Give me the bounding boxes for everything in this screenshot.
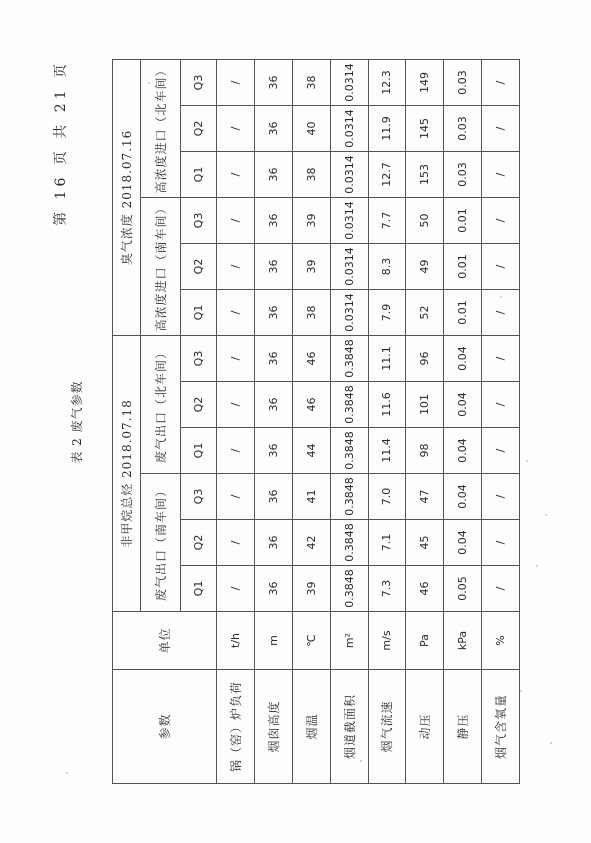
table-cell: 0.04	[444, 474, 482, 520]
table-cell: /	[217, 566, 255, 612]
table-cell: 0.0314	[330, 106, 368, 152]
table-cell: 0.03	[444, 59, 482, 105]
table-cell: 36	[254, 336, 292, 382]
table-cell: 0.04	[444, 520, 482, 566]
table-cell: 11.6	[368, 382, 406, 428]
table-cell: /	[217, 520, 255, 566]
table-cell: 52	[406, 290, 444, 336]
table-body	[217, 59, 520, 783]
row-param: 烟道截面积	[330, 670, 368, 784]
q-header: Q3	[181, 336, 217, 382]
header-unit: 单位	[113, 612, 217, 670]
table-row	[292, 59, 330, 783]
table-cell: 36	[254, 152, 292, 198]
table-cell: 42	[292, 520, 330, 566]
q-header: Q3	[181, 59, 217, 105]
table-cell: 45	[406, 520, 444, 566]
table-row	[406, 59, 444, 783]
table-cell: 49	[406, 244, 444, 290]
q-header: Q2	[181, 244, 217, 290]
table-cell: 36	[254, 59, 292, 105]
q-header: Q1	[181, 152, 217, 198]
row-unit: m²	[330, 612, 368, 670]
row-unit: kPa	[444, 612, 482, 670]
q-header: Q1	[181, 290, 217, 336]
table-cell: 36	[254, 198, 292, 244]
table-cell: /	[482, 520, 520, 566]
table-cell: /	[482, 59, 520, 105]
table-cell: 46	[292, 382, 330, 428]
table-cell: 7.1	[368, 520, 406, 566]
q-header: Q3	[181, 198, 217, 244]
table-cell: 11.1	[368, 336, 406, 382]
table-row	[254, 59, 292, 783]
group-header: 高浓度进口（南车间）	[141, 198, 181, 336]
row-param: 烟温	[292, 670, 330, 784]
row-param: 烟气含氧量	[482, 670, 520, 784]
table-cell: 46	[292, 336, 330, 382]
table-cell: /	[217, 474, 255, 520]
table-cell: 101	[406, 382, 444, 428]
table-cell: 0.3848	[330, 382, 368, 428]
table-cell: 0.0314	[330, 198, 368, 244]
table-cell: /	[217, 244, 255, 290]
table-cell: 0.0314	[330, 290, 368, 336]
group-header: 废气出口（北车间）	[141, 336, 181, 474]
table-cell: 36	[254, 106, 292, 152]
table-cell: /	[217, 152, 255, 198]
table-cell: 7.0	[368, 474, 406, 520]
table-cell: 7.9	[368, 290, 406, 336]
table-cell: 36	[254, 428, 292, 474]
table-row	[368, 59, 406, 783]
table-cell: /	[482, 336, 520, 382]
table-cell: 0.04	[444, 428, 482, 474]
table-cell: 40	[292, 106, 330, 152]
table-cell: 44	[292, 428, 330, 474]
table-cell: 47	[406, 474, 444, 520]
table-cell: 36	[254, 520, 292, 566]
group-header: 废气出口（南车间）	[141, 474, 181, 612]
table-cell: /	[217, 336, 255, 382]
table-cell: /	[482, 566, 520, 612]
table-cell: 38	[292, 290, 330, 336]
table-cell: /	[217, 106, 255, 152]
table-cell: 0.04	[444, 382, 482, 428]
table-cell: 39	[292, 566, 330, 612]
table-cell: 38	[292, 152, 330, 198]
rotated-page	[53, 60, 520, 784]
table-cell: /	[217, 382, 255, 428]
row-param: 静压	[444, 670, 482, 784]
table-cell: /	[482, 106, 520, 152]
row-param: 烟囱高度	[254, 670, 292, 784]
header-param: 参数	[113, 670, 217, 784]
table-cell: 0.3848	[330, 474, 368, 520]
table-cell: /	[217, 290, 255, 336]
table-caption: 表 2 废气参数	[70, 380, 84, 464]
table-cell: 0.05	[444, 566, 482, 612]
table-cell: 50	[406, 198, 444, 244]
table-cell: 7.3	[368, 566, 406, 612]
row-param: 动压	[406, 670, 444, 784]
table-cell: 0.01	[444, 198, 482, 244]
q-header: Q1	[181, 428, 217, 474]
row-param: 烟气流速	[368, 670, 406, 784]
table-cell: 39	[292, 198, 330, 244]
table-row	[444, 59, 482, 783]
table-row	[217, 59, 255, 783]
table-cell: 8.3	[368, 244, 406, 290]
table-cell: /	[217, 428, 255, 474]
table-cell: 0.01	[444, 290, 482, 336]
table-cell: /	[482, 428, 520, 474]
row-unit: Pa	[406, 612, 444, 670]
table-cell: /	[217, 59, 255, 105]
table-cell: 12.3	[368, 59, 406, 105]
table-cell: 0.3848	[330, 566, 368, 612]
table-row	[482, 59, 520, 783]
q-header: Q2	[181, 520, 217, 566]
table-cell: 0.3848	[330, 520, 368, 566]
table-cell: 149	[406, 59, 444, 105]
q-header: Q3	[181, 474, 217, 520]
table-cell: 46	[406, 566, 444, 612]
table-cell: 36	[254, 566, 292, 612]
table-cell: 7.7	[368, 198, 406, 244]
table-cell: 153	[406, 152, 444, 198]
table-cell: 11.4	[368, 428, 406, 474]
table-cell: /	[482, 474, 520, 520]
row-unit: ℃	[292, 612, 330, 670]
table-cell: 39	[292, 244, 330, 290]
table-cell: 0.3848	[330, 336, 368, 382]
table-cell: /	[482, 198, 520, 244]
table-cell: 41	[292, 474, 330, 520]
table-cell: /	[482, 152, 520, 198]
table-cell: 0.0314	[330, 244, 368, 290]
table-cell: /	[482, 382, 520, 428]
table-cell: 0.04	[444, 336, 482, 382]
table-cell: /	[482, 290, 520, 336]
table-cell: 36	[254, 290, 292, 336]
header-source-a: 非甲烷总烃 2018.07.18	[113, 336, 141, 612]
table-cell: 0.3848	[330, 428, 368, 474]
table-cell: 36	[254, 382, 292, 428]
row-param: 锅（窑）炉负荷	[217, 670, 255, 784]
row-unit: t/h	[217, 612, 255, 670]
table-cell: 0.0314	[330, 152, 368, 198]
table-cell: 0.03	[444, 152, 482, 198]
page-number: 第 16 页 共 21 页	[53, 60, 69, 226]
row-unit: %	[482, 612, 520, 670]
table-cell: 36	[254, 244, 292, 290]
table-cell: /	[217, 198, 255, 244]
table-cell: 0.03	[444, 106, 482, 152]
q-header: Q2	[181, 382, 217, 428]
table-cell: 145	[406, 106, 444, 152]
q-header: Q1	[181, 566, 217, 612]
table-cell: 96	[406, 336, 444, 382]
group-header: 高浓度进口（北车间）	[141, 59, 181, 197]
exhaust-parameters-table	[112, 59, 520, 784]
table-cell: 12.7	[368, 152, 406, 198]
row-unit: m	[254, 612, 292, 670]
table-cell: /	[482, 244, 520, 290]
q-header: Q2	[181, 106, 217, 152]
header-source-b: 臭气浓度 2018.07.16	[113, 59, 141, 335]
table-row	[330, 59, 368, 783]
table-cell: 0.01	[444, 244, 482, 290]
row-unit: m/s	[368, 612, 406, 670]
table-cell: 98	[406, 428, 444, 474]
table-cell: 36	[254, 474, 292, 520]
table-cell: 0.0314	[330, 59, 368, 105]
table-cell: 38	[292, 59, 330, 105]
table-cell: 11.9	[368, 106, 406, 152]
